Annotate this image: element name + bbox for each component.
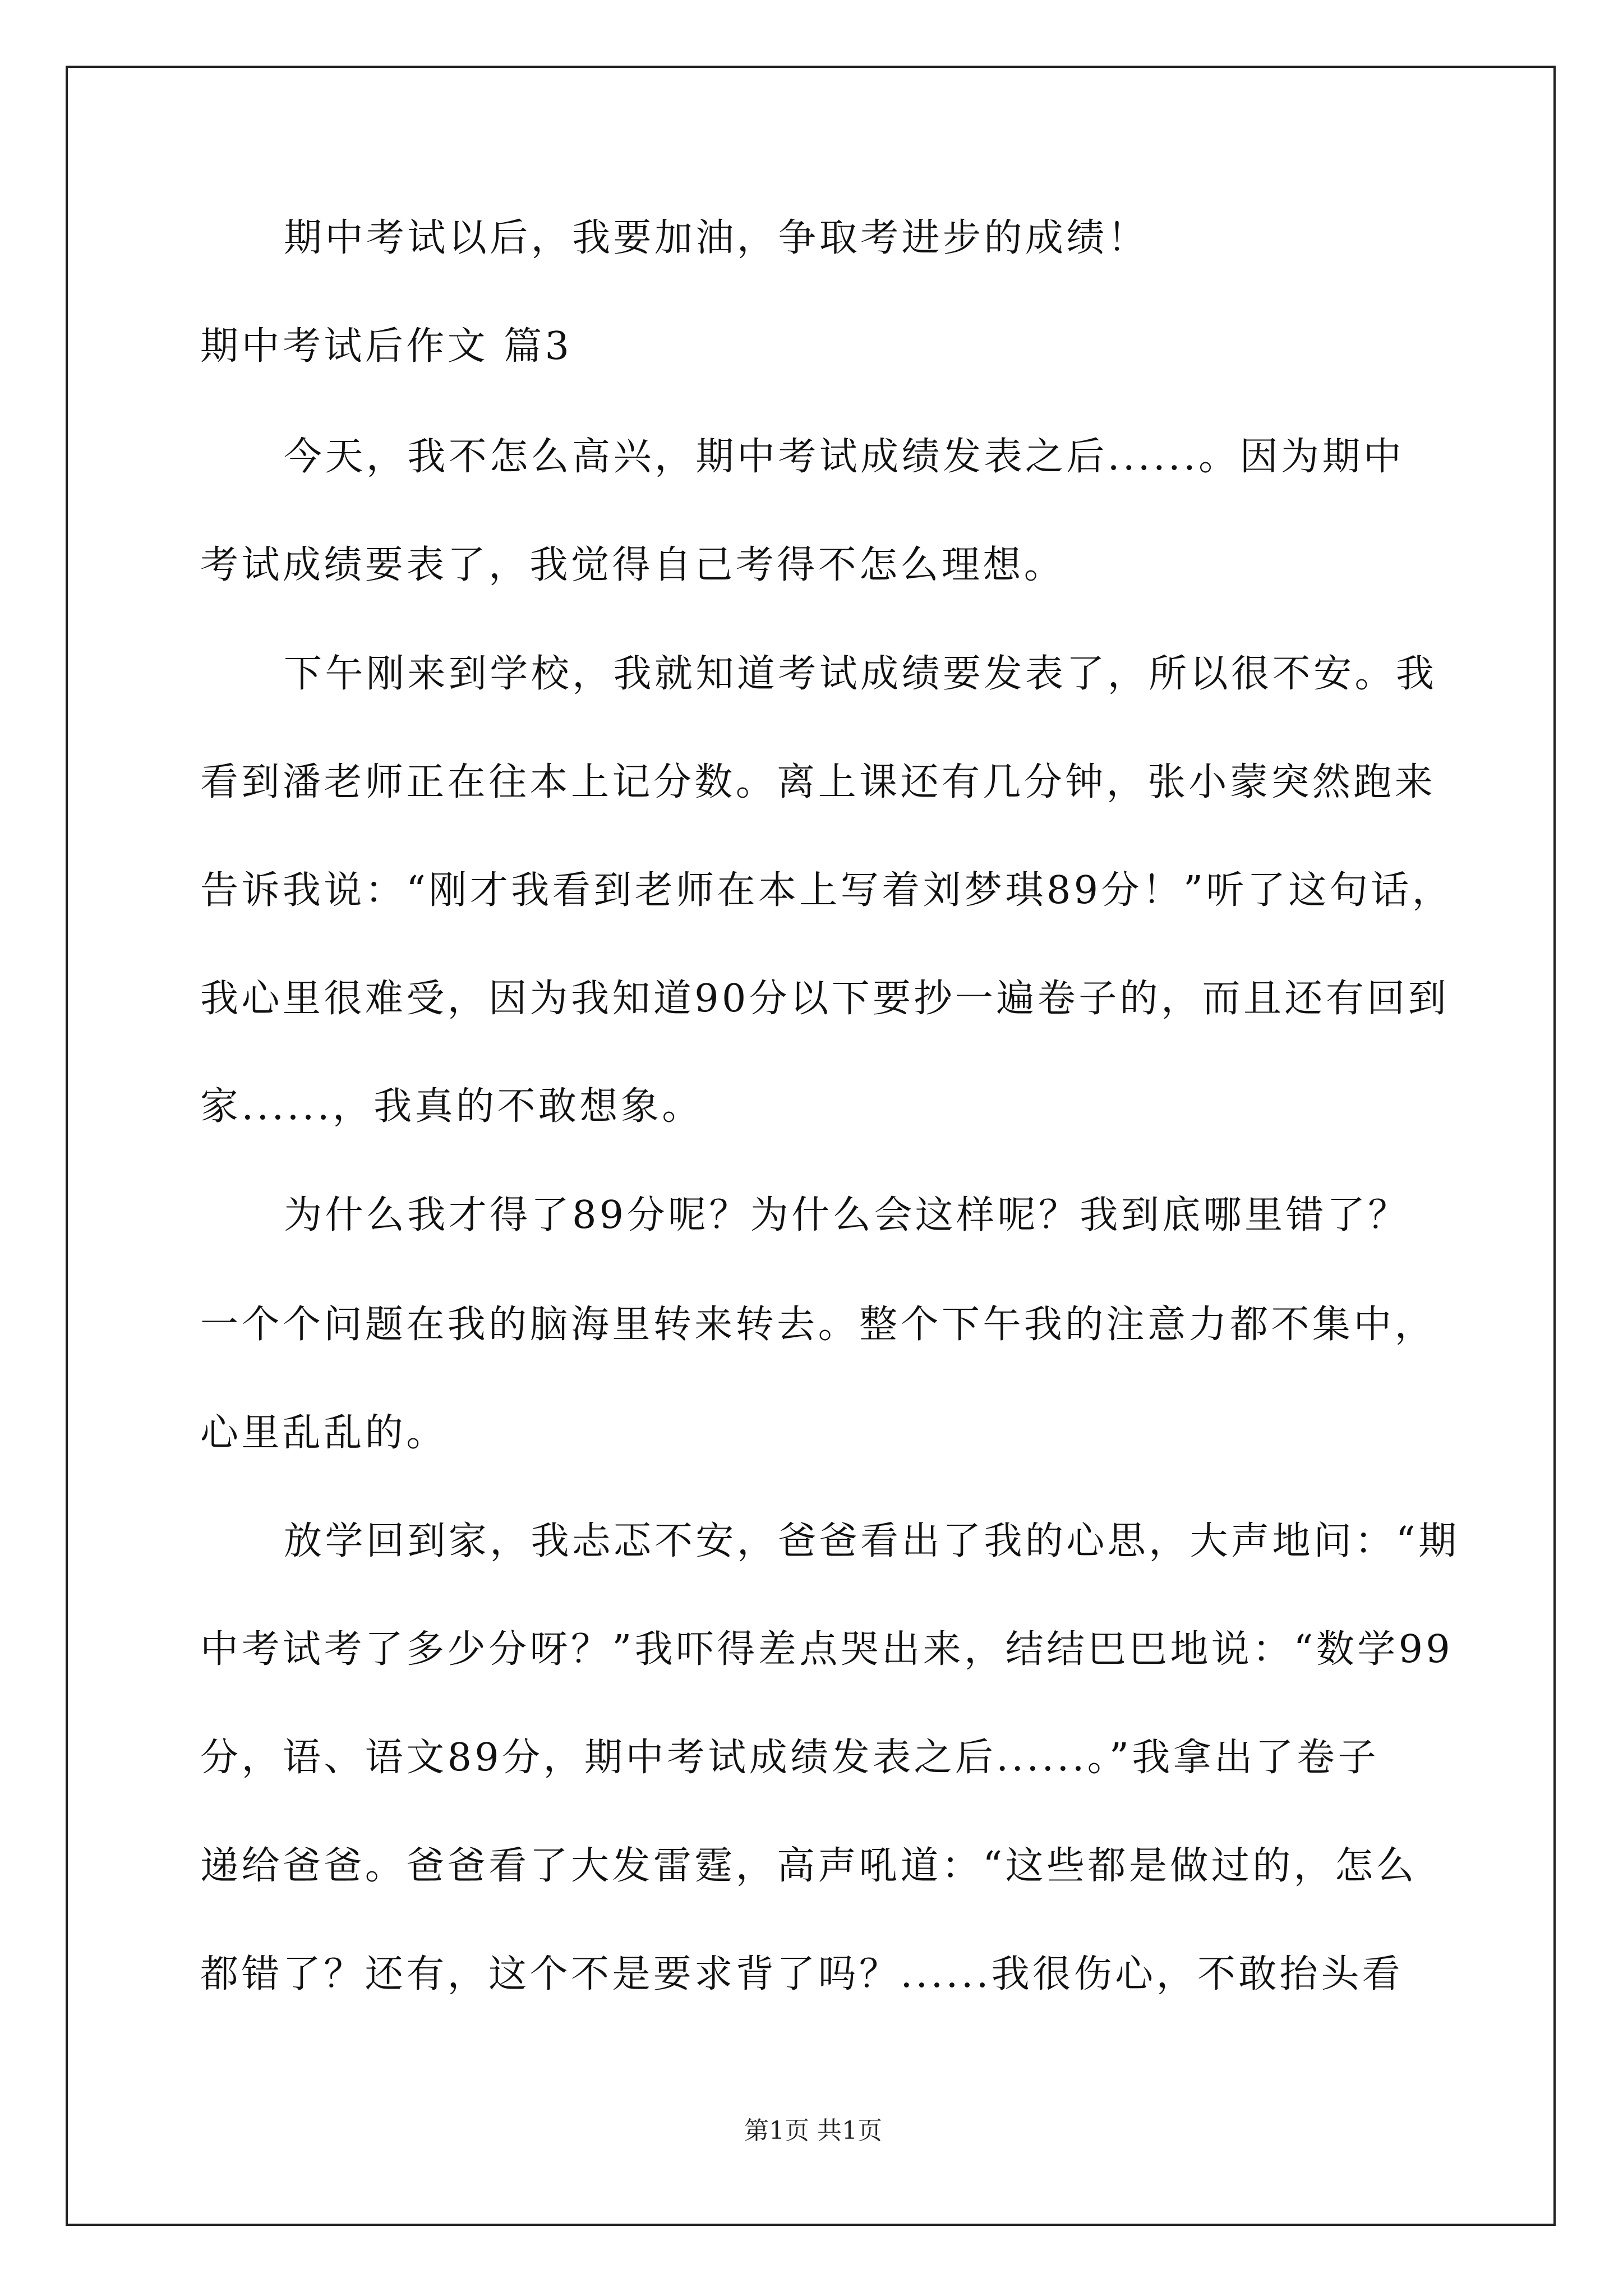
paragraph-line: 我心里很难受，因为我知道90分以下要抄一遍卷子的，而且还有回到: [200, 977, 1450, 1021]
paragraph-line: 看到潘老师正在往本上记分数。离上课还有几分钟，张小蒙突然跑来: [200, 760, 1436, 804]
paragraph-line: 都错了？还有，这个不是要求背了吗？......我很伤心，不敢抬头看: [200, 1952, 1404, 1996]
paragraph-line: 放学回到家，我忐忑不安，爸爸看出了我的心思，大声地问：“期: [284, 1519, 1460, 1563]
paragraph-line: 中考试考了多少分呀？”我吓得差点哭出来，结结巴巴地说：“数学99: [200, 1627, 1454, 1672]
section-heading: 期中考试后作文 篇3: [200, 324, 573, 369]
paragraph-line: 今天，我不怎么高兴，期中考试成绩发表之后......。因为期中: [284, 435, 1405, 479]
paragraph-line: 考试成绩要表了，我觉得自己考得不怎么理想。: [200, 543, 1066, 587]
paragraph-line: 家......，我真的不敢想象。: [200, 1084, 703, 1129]
paragraph-line: 为什么我才得了89分呢？为什么会这样呢？我到底哪里错了？: [284, 1193, 1409, 1237]
paragraph-line: 心里乱乱的。: [200, 1411, 448, 1455]
page-number-footer: 第1页 共1页: [744, 2116, 882, 2145]
paragraph-line: 递给爸爸。爸爸看了大发雷霆，高声吼道：“这些都是做过的，怎么: [200, 1844, 1417, 1888]
paragraph-line: 下午刚来到学校，我就知道考试成绩要发表了，所以很不安。我: [284, 652, 1437, 696]
paragraph-line: 一个个问题在我的脑海里转来转去。整个下午我的注意力都不集中，: [200, 1303, 1436, 1347]
paragraph-line-closing: 期中考试以后，我要加油，争取考进步的成绩！: [284, 216, 1149, 260]
paragraph-line: 分，语、语文89分，期中考试成绩发表之后......。”我拿出了卷子: [200, 1736, 1379, 1780]
paragraph-line: 告诉我说：“刚才我看到老师在本上写着刘梦琪89分！”听了这句话，: [200, 868, 1454, 913]
page-border: [66, 66, 1556, 2226]
